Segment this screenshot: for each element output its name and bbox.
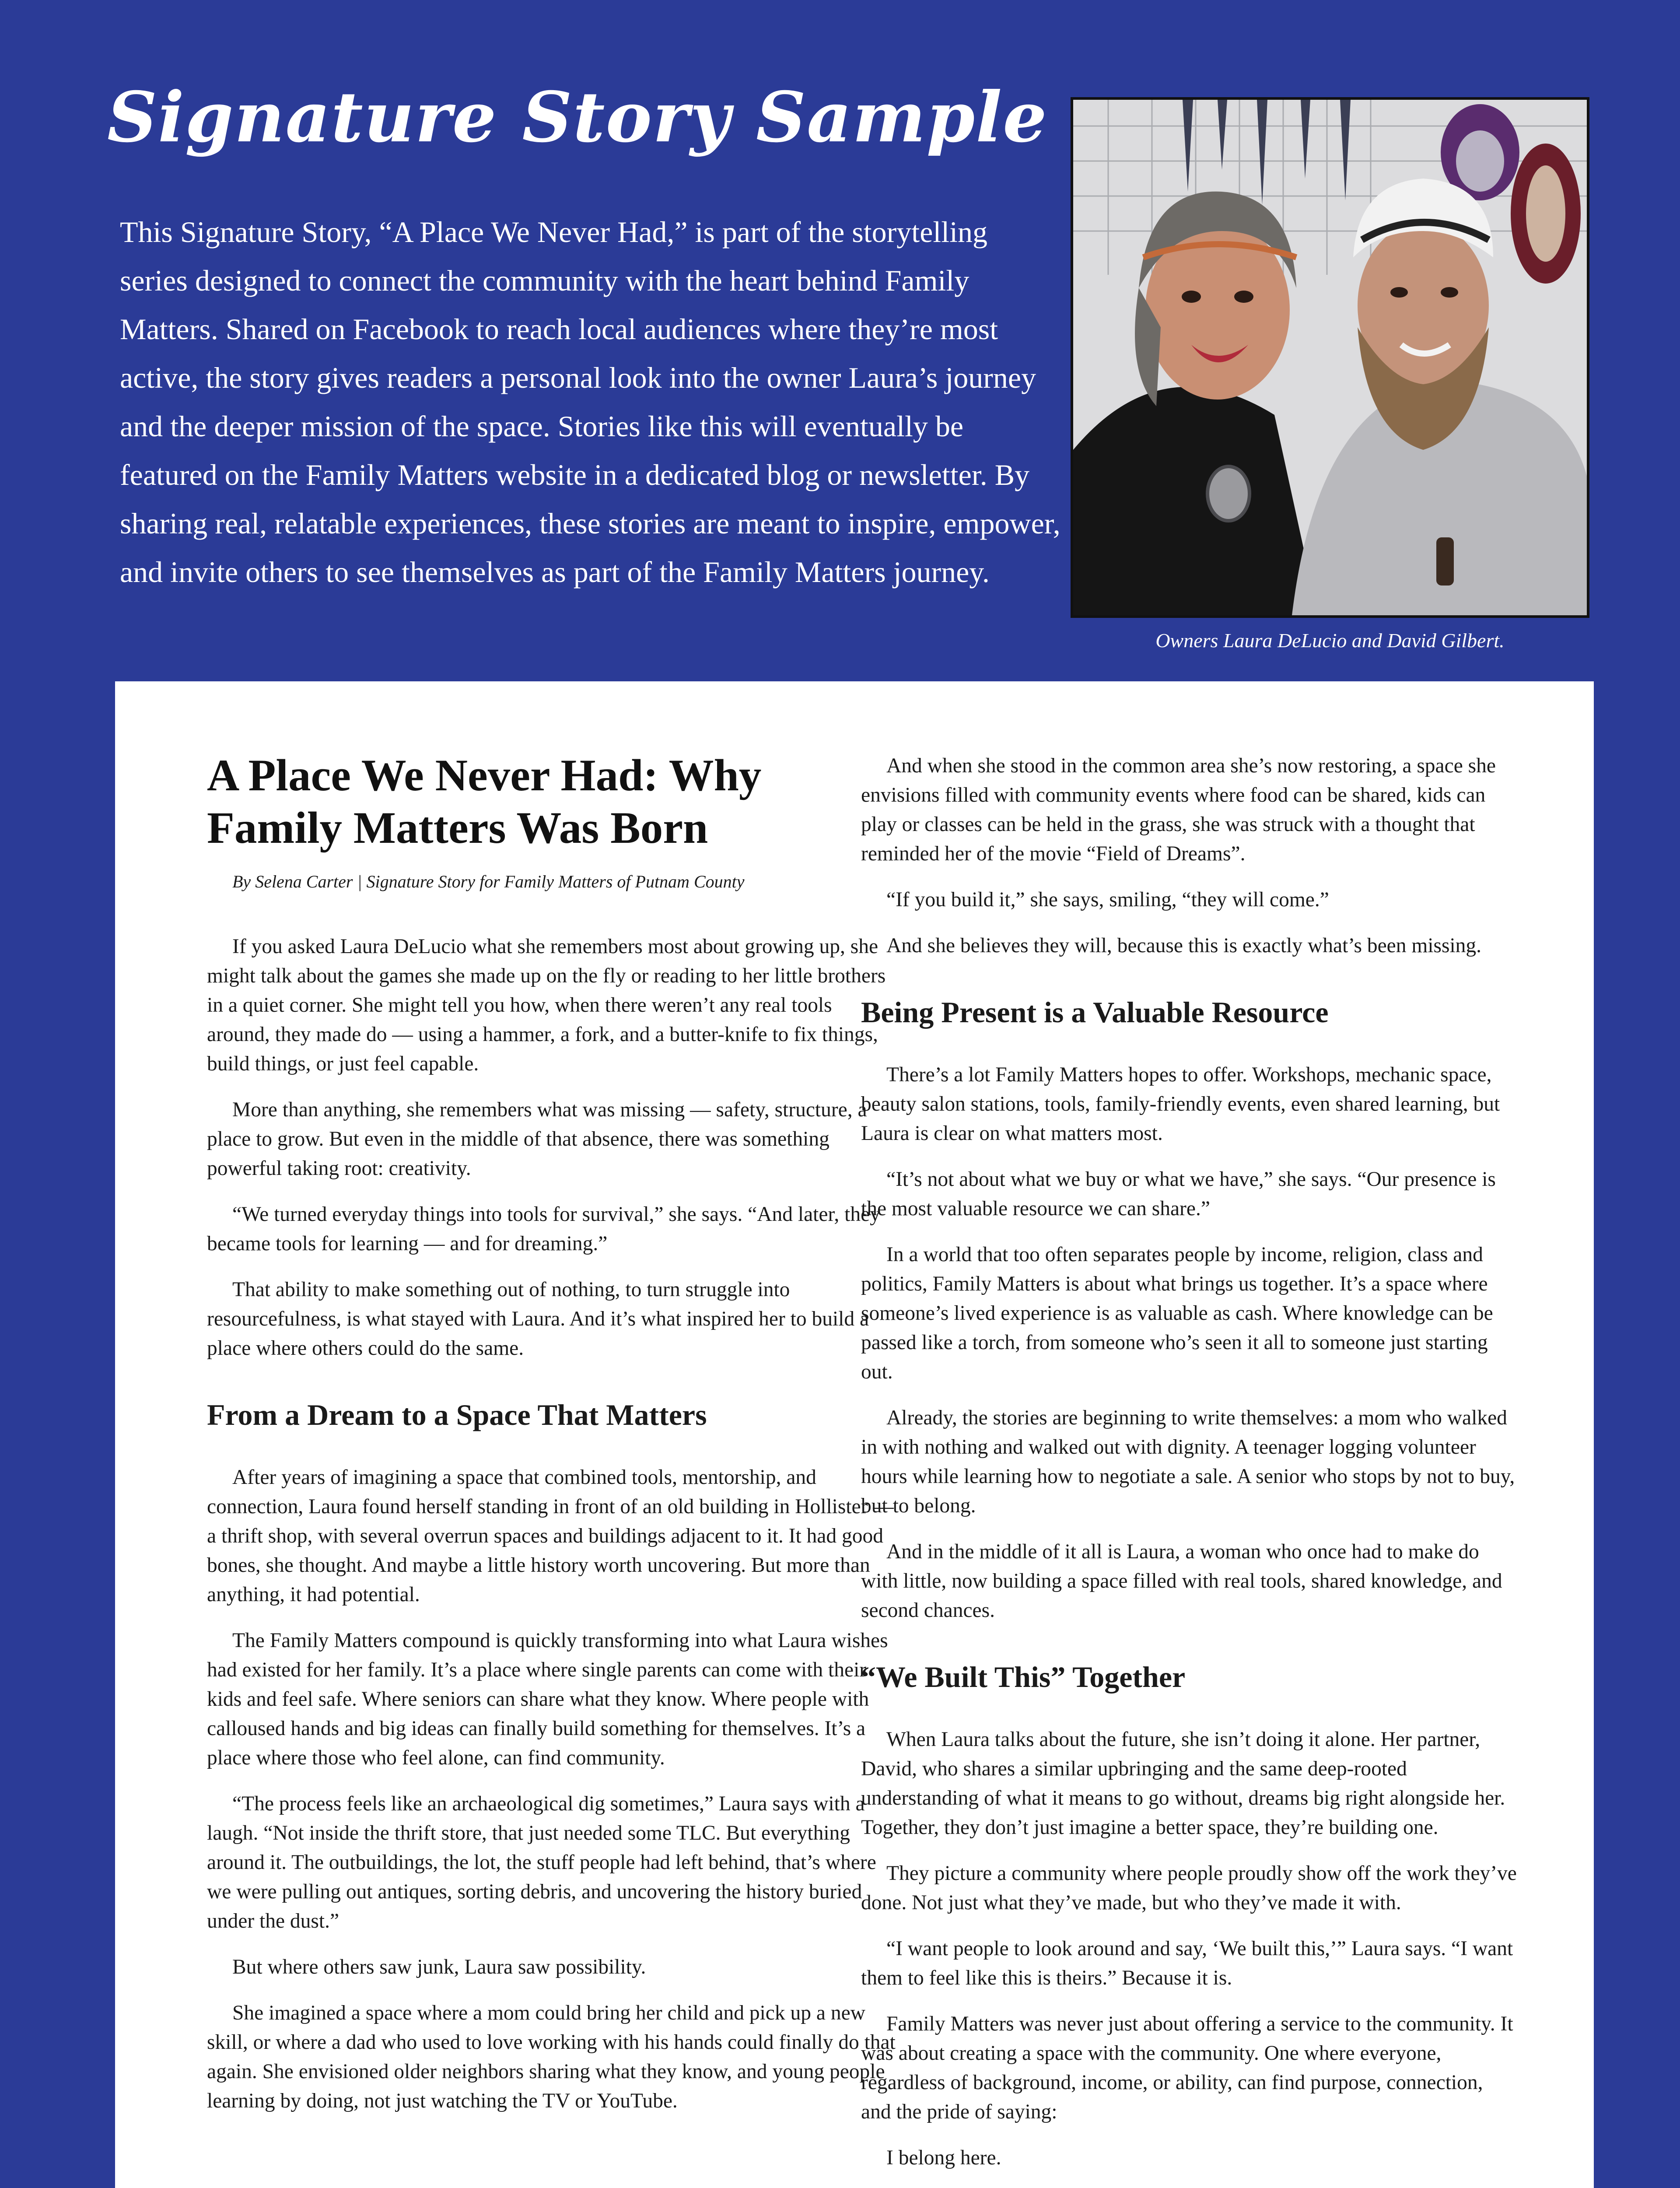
story-paragraph: After years of imagining a space that combined tools, mentorship, and connection, Laura found herself standing in front of an old building in Hollister — a thrift shop, with several overrun spaces and buildings adjacent to it. It had good bones, she thought. And maybe a little history worth uncovering. But more than anything, it had potential. xyxy=(207,1466,894,1606)
story-paragraph: “If you build it,” she says, smiling, “they will come.” xyxy=(886,888,1329,911)
story-closing-line: I belong here. xyxy=(886,2146,1001,2169)
photo-caption: Owners Laura DeLucio and David Gilbert. xyxy=(1155,629,1505,652)
story-column-right xyxy=(861,681,1517,2188)
story-paragraph: And in the middle of it all is Laura, a woman who once had to make do with little, now building a space filled with real tools, shared knowledge, and second chances. xyxy=(861,1540,1502,1622)
owners-photo xyxy=(1071,97,1589,618)
story-paragraph: “The process feels like an archaeological dig sometimes,” Laura says with a laugh. “Not inside the thrift store, that just needed some TLC. But everything around it. The outbuildings, the lot, the stuff people had left behind, that’s where we were pulling out antiques, sorting debris, and uncovering the history buried under the dust.” xyxy=(207,1792,876,1932)
section-heading-built-this: “We Built This” Together xyxy=(861,1660,1186,1694)
story-title: A Place We Never Had: Why Family Matters Was Born xyxy=(207,750,762,853)
story-panel xyxy=(115,681,1594,2188)
story-paragraph: But where others saw junk, Laura saw possibility. xyxy=(232,1956,646,1978)
story-paragraph: That ability to make something out of nothing, to turn struggle into resourcefulness, is what stayed with Laura. And it’s what inspired her to build a place where others could do the same. xyxy=(207,1278,869,1360)
section-heading-presence: Being Present is a Valuable Resource xyxy=(861,996,1329,1029)
story-paragraph: And she believes they will, because this is exactly what’s been missing. xyxy=(886,934,1482,957)
owners-photo-illustration xyxy=(1073,100,1587,615)
story-paragraph: They picture a community where people proudly show off the work they’ve done. Not just what they’ve made, but who they’ve made it with. xyxy=(861,1862,1517,1914)
story-paragraph: More than anything, she remembers what was missing — safety, structure, a place to grow. But even in the middle of that absence, there was something powerful taking root: creativity. xyxy=(207,1098,867,1180)
byline: By Selena Carter | Signature Story for Family Matters of Putnam County xyxy=(232,872,745,891)
story-paragraph: In a world that too often separates people by income, religion, class and politics, Family Matters is about what brings us together. It’s a space where someone’s lived experience is as valuable as cash. Where knowledge can be passed like a torch, from someone who’s seen it all to someone just starting out. xyxy=(861,1243,1493,1383)
story-paragraph: There’s a lot Family Matters hopes to offer. Workshops, mechanic space, beauty salon stations, tools, family-friendly events, even shared learning, but Laura is clear on what matters most. xyxy=(861,1063,1500,1145)
story-paragraph: “I want people to look around and say, ‘We built this,’” Laura says. “I want them to feel like this is theirs.” Because it is. xyxy=(861,1937,1513,1989)
story-paragraph: She imagined a space where a mom could bring her child and pick up a new skill, or where a dad who used to love working with his hands could finally do that again. She envisioned older neighbors sharing what they know, and young people learning by doing, not just watching the TV or YouTube. xyxy=(207,2002,896,2112)
story-paragraph: Family Matters was never just about offering a service to the community. It was about creating a space with the community. One where everyone, regardless of background, income, or ability, can find purpose, connection, and the pride of saying: xyxy=(861,2013,1513,2123)
intro-paragraph: This Signature Story, “A Place We Never Had,” is part of the storytelling series designed to connect the community with the heart behind Family Matters. Shared on Facebook to reach local audiences where they’re most active, the story gives readers a personal look into the owner Laura’s journey and the deeper mission of the space. Stories like this will eventually be featured on the Family Matters website in a dedicated blog or newsletter. By sharing real, relatable experiences, these stories are meant to inspire, empower, and invite others to see themselves as part of the Family Matters journey. xyxy=(120,215,1060,589)
page-title: Signature Story Sample xyxy=(107,77,1048,158)
story-paragraph: And when she stood in the common area she’s now restoring, a space she envisions filled with community events where food can be shared, kids can play or classes can be held in the grass, she was struck with a thought that reminded her of the movie “Field of Dreams”. xyxy=(861,754,1496,865)
story-paragraph: “It’s not about what we buy or what we have,” she says. “Our presence is the most valuable resource we can share.” xyxy=(861,1168,1496,1220)
story-paragraph: If you asked Laura DeLucio what she remembers most about growing up, she might talk about the games she made up on the fly or reading to her little brothers in a quiet corner. She might tell you how, when there weren’t any real tools around, they made do — using a hammer, a fork, and a butter-knife to fix things, build things, or just feel capable. xyxy=(207,935,886,1075)
story-column-left xyxy=(207,681,898,2132)
story-paragraph: The Family Matters compound is quickly transforming into what Laura wishes had existed for her family. It’s a place where single parents can come with their kids and feel safe. Where seniors can share what they know. Where people with calloused hands and big ideas can finally build something for themselves. It’s a place where those who feel alone, can find community. xyxy=(207,1629,888,1769)
story-paragraph: “We turned everyday things into tools for survival,” she says. “And later, they became tools for learning — and for dreaming.” xyxy=(207,1203,880,1255)
story-paragraph: When Laura talks about the future, she isn’t doing it alone. Her partner, David, who shares a similar upbringing and the same deep-rooted understanding of what it means to go without, dreams big right alongside her. Together, they don’t just imagine a better space, they’re building one. xyxy=(861,1728,1505,1839)
story-paragraph: Already, the stories are beginning to write themselves: a mom who walked in with nothing and walked out with dignity. A teenager logging volunteer hours while learning how to negotiate a sale. A senior who stops by not to buy, but to belong. xyxy=(861,1406,1515,1517)
section-heading-dream: From a Dream to a Space That Matters xyxy=(207,1398,707,1431)
